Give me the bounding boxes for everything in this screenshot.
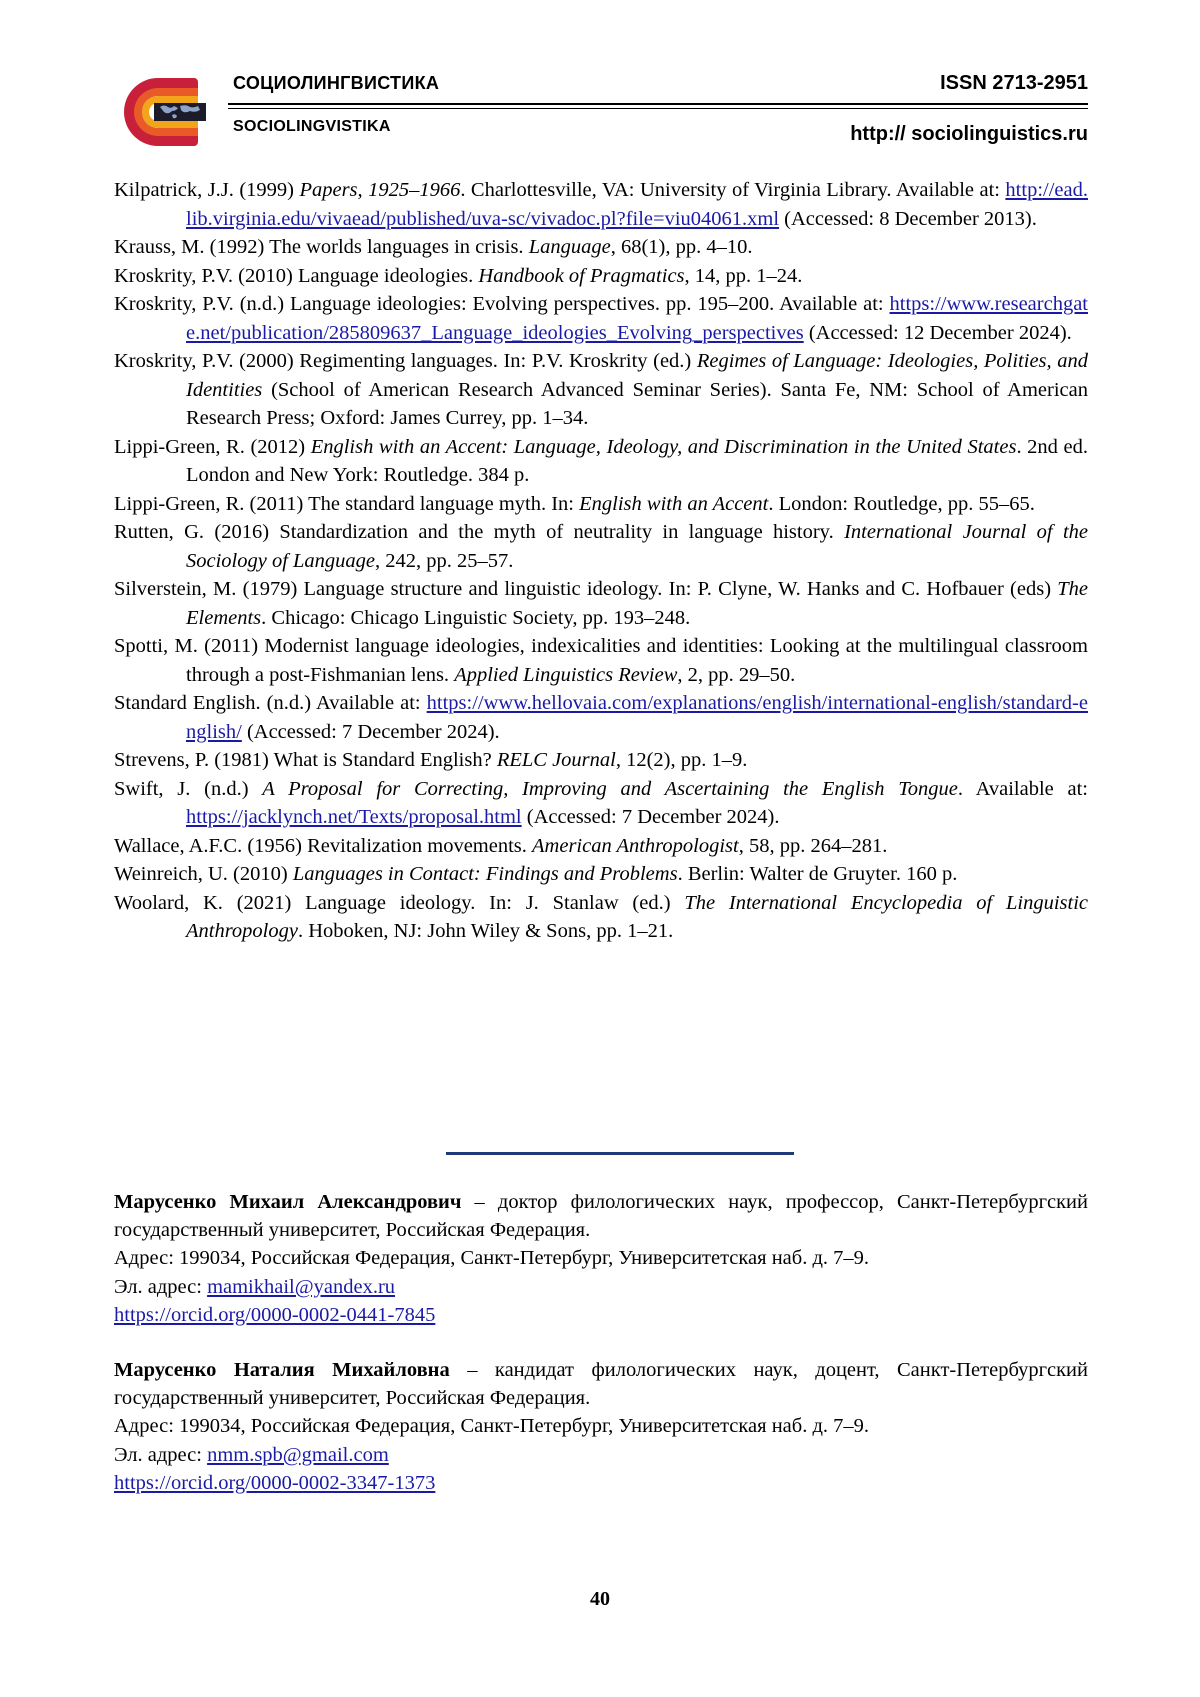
ref-author: Lippi-Green, R. (2012) [114, 435, 311, 458]
ref-link[interactable]: https://www.researchgate.net/publication/285809637_Language_ideologies_Evolving_perspectives [186, 293, 1088, 344]
ref-details: , 68(1), pp. 4–10. [610, 236, 753, 258]
reference-list [114, 176, 1088, 946]
ref-details: , 2, pp. 29–50. [677, 663, 796, 686]
page-number: 40 [590, 1588, 610, 1610]
ref-accessed: (Accessed: 12 December 2024). [803, 321, 1072, 344]
journal-title-ru: СОЦИОЛИНГВИСТИКА [233, 73, 440, 93]
ref-details: . Hoboken, NJ: John Wiley & Sons, pp. 1–21. [297, 920, 674, 942]
author-orcid-line [114, 1469, 1088, 1497]
ref-author: Rutten, G. (2016) Standardization and the myth of neutrality in language history. [114, 521, 845, 543]
ref-details: . Chicago: Chicago Linguistic Society, pp. 193–248. [261, 606, 691, 629]
email-label: Эл. адрес: [114, 1443, 208, 1466]
ref-details: . Charlottesville, VA: University of Virginia Library. Available at: [460, 179, 1006, 201]
reference-item [114, 262, 1088, 291]
author-email-line [114, 1441, 1088, 1469]
ref-author: Krauss, M. (1992) The worlds languages in crisis. [114, 236, 529, 258]
ref-title: American Anthropologist [532, 834, 739, 857]
ref-details: . Berlin: Walter de Gruyter. 160 p. [677, 863, 958, 885]
ref-title: RELC Journal [496, 749, 616, 771]
ref-author: Lippi-Green, R. (2011) The standard language myth. In: [114, 492, 580, 515]
reference-item [114, 889, 1088, 946]
ref-title: Regimes of Language: Ideologies, Polities, and Identities [186, 350, 1088, 401]
ref-author: Silverstein, M. (1979) Language structure and linguistic ideology. In: P. Clyne, W. Hanks and C. Hofbauer (eds) [114, 578, 1058, 600]
author-lead [114, 1356, 1088, 1412]
reference-item [114, 233, 1088, 262]
ref-author: Kroskrity, P.V. (2000) Regimenting languages. In: P.V. Kroskrity (ed.) [114, 350, 697, 372]
ref-details: . London: Routledge, pp. 55–65. [768, 492, 1035, 515]
reference-item [114, 518, 1088, 575]
author-lead [114, 1188, 1088, 1244]
journal-title-en: SOCIOLINGVISTIKA [233, 118, 391, 135]
email-label: Эл. адрес: [114, 1275, 208, 1298]
ref-author: Spotti, M. (2011) Modernist language ideologies, indexicalities and identities: Looking at the multilingual classroom through a post-Fishmanian lens. [114, 635, 1088, 686]
reference-item [114, 490, 1088, 519]
author-description: – кандидат филологических наук, доцент, Санкт-Петербургский государственный университет, Российская Федерация. [114, 1359, 1088, 1410]
section-separator [446, 1152, 794, 1155]
ref-accessed: (Accessed: 8 December 2013). [779, 207, 1037, 230]
reference-item [114, 860, 1088, 889]
ref-title: Language [528, 236, 611, 258]
ref-details: (School of American Research Advanced Seminar Series). Santa Fe, NM: School of American Research Press; Oxford: James Currey, pp. 1–34. [186, 378, 1088, 429]
ref-author: Kilpatrick, J.J. (1999) [114, 179, 300, 201]
reference-item [114, 746, 1088, 775]
reference-item [114, 176, 1088, 233]
ref-title: English with an Accent: Language, Ideology, and Discrimination in the United States [310, 435, 1017, 458]
ref-title: Handbook of Pragmatics [478, 264, 685, 287]
ref-author: Swift, J. (n.d.) [114, 777, 263, 800]
ref-title: The International Encyclopedia of Linguistic Anthropology [186, 891, 1088, 942]
reference-item [114, 689, 1088, 746]
ref-author: Weinreich, U. (2010) [114, 863, 293, 885]
author-name: Марусенко Михаил Александрович [114, 1191, 462, 1213]
ref-title: Applied Linguistics Review [454, 663, 678, 686]
ref-details: . 2nd ed. London and New York: Routledge. 384 p. [186, 435, 1088, 486]
author-address: Адрес: 199034, Российская Федерация, Санкт-Петербург, Университетская наб. д. 7–9. [114, 1415, 870, 1438]
ref-title: The Elements [186, 578, 1088, 629]
page-header [0, 0, 1200, 160]
ref-author: Kroskrity, P.V. (2010) Language ideologies. [114, 264, 479, 287]
issn-label: ISSN 2713-2951 [940, 72, 1088, 94]
ref-details: , 12(2), pp. 1–9. [615, 749, 748, 771]
ref-link[interactable]: http://ead.lib.virginia.edu/vivaead/published/uva-sc/vivadoc.pl?file=viu04061.xml [186, 179, 1088, 230]
ref-author: Woolard, K. (2021) Language ideology. In: J. Stanlaw (ed.) [114, 891, 685, 914]
reference-item [114, 775, 1088, 832]
ref-accessed: (Accessed: 7 December 2024). [241, 720, 500, 743]
ref-title: International Journal of the Sociology of Language [186, 521, 1088, 572]
author-email-link[interactable]: mamikhail@yandex.ru [207, 1275, 396, 1298]
author-orcid-line [114, 1301, 1088, 1329]
reference-item [114, 832, 1088, 861]
author-info [114, 1356, 1088, 1497]
author-name: Марусенко Наталия Михайловна [114, 1359, 450, 1381]
ref-author: Standard English. (n.d.) Available at: [114, 692, 427, 714]
author-description: – доктор филологических наук, профессор, Санкт-Петербургский государственный университет, Российская Федерация. [114, 1191, 1088, 1242]
reference-item [114, 290, 1088, 347]
ref-details: , 14, pp. 1–24. [684, 264, 803, 287]
ref-author: Strevens, P. (1981) What is Standard English? [114, 749, 497, 771]
ref-details: . Available at: [957, 777, 1088, 800]
author-email-link[interactable]: nmm.spb@gmail.com [207, 1443, 389, 1466]
author-orcid-link[interactable]: https://orcid.org/0000-0002-3347-1373 [114, 1471, 436, 1494]
reference-item [114, 347, 1088, 433]
author-orcid-link[interactable]: https://orcid.org/0000-0002-0441-7845 [114, 1303, 436, 1326]
ref-details: , 242, pp. 25–57. [375, 549, 514, 572]
ref-link[interactable]: https://jacklynch.net/Texts/proposal.html [186, 806, 522, 828]
header-rule-thick [228, 103, 1088, 105]
journal-logo [114, 76, 210, 148]
ref-author: Wallace, A.F.C. (1956) Revitalization movements. [114, 834, 533, 857]
reference-item [114, 575, 1088, 632]
author-info [114, 1188, 1088, 1329]
ref-details: , 58, pp. 264–281. [738, 834, 888, 857]
website-label: http:// sociolinguistics.ru [850, 123, 1088, 145]
ref-title: Languages in Contact: Findings and Problems [292, 863, 678, 885]
ref-accessed: (Accessed: 7 December 2024). [521, 806, 780, 828]
ref-author: Kroskrity, P.V. (n.d.) Language ideologies: Evolving perspectives. pp. 195–200. Available at: [114, 293, 890, 315]
ref-title: Papers, 1925–1966 [299, 179, 461, 201]
ref-link[interactable]: https://www.hellovaia.com/explanations/english/international-english/standard-english/ [186, 692, 1088, 743]
author-address: Адрес: 199034, Российская Федерация, Санкт-Петербург, Университетская наб. д. 7–9. [114, 1247, 870, 1270]
ref-title: A Proposal for Correcting, Improving and Ascertaining the English Tongue [262, 777, 958, 800]
ref-title: English with an Accent [579, 492, 769, 515]
author-email-line [114, 1273, 1088, 1301]
reference-item [114, 433, 1088, 490]
header-rule-thin [228, 108, 1088, 109]
reference-item [114, 632, 1088, 689]
